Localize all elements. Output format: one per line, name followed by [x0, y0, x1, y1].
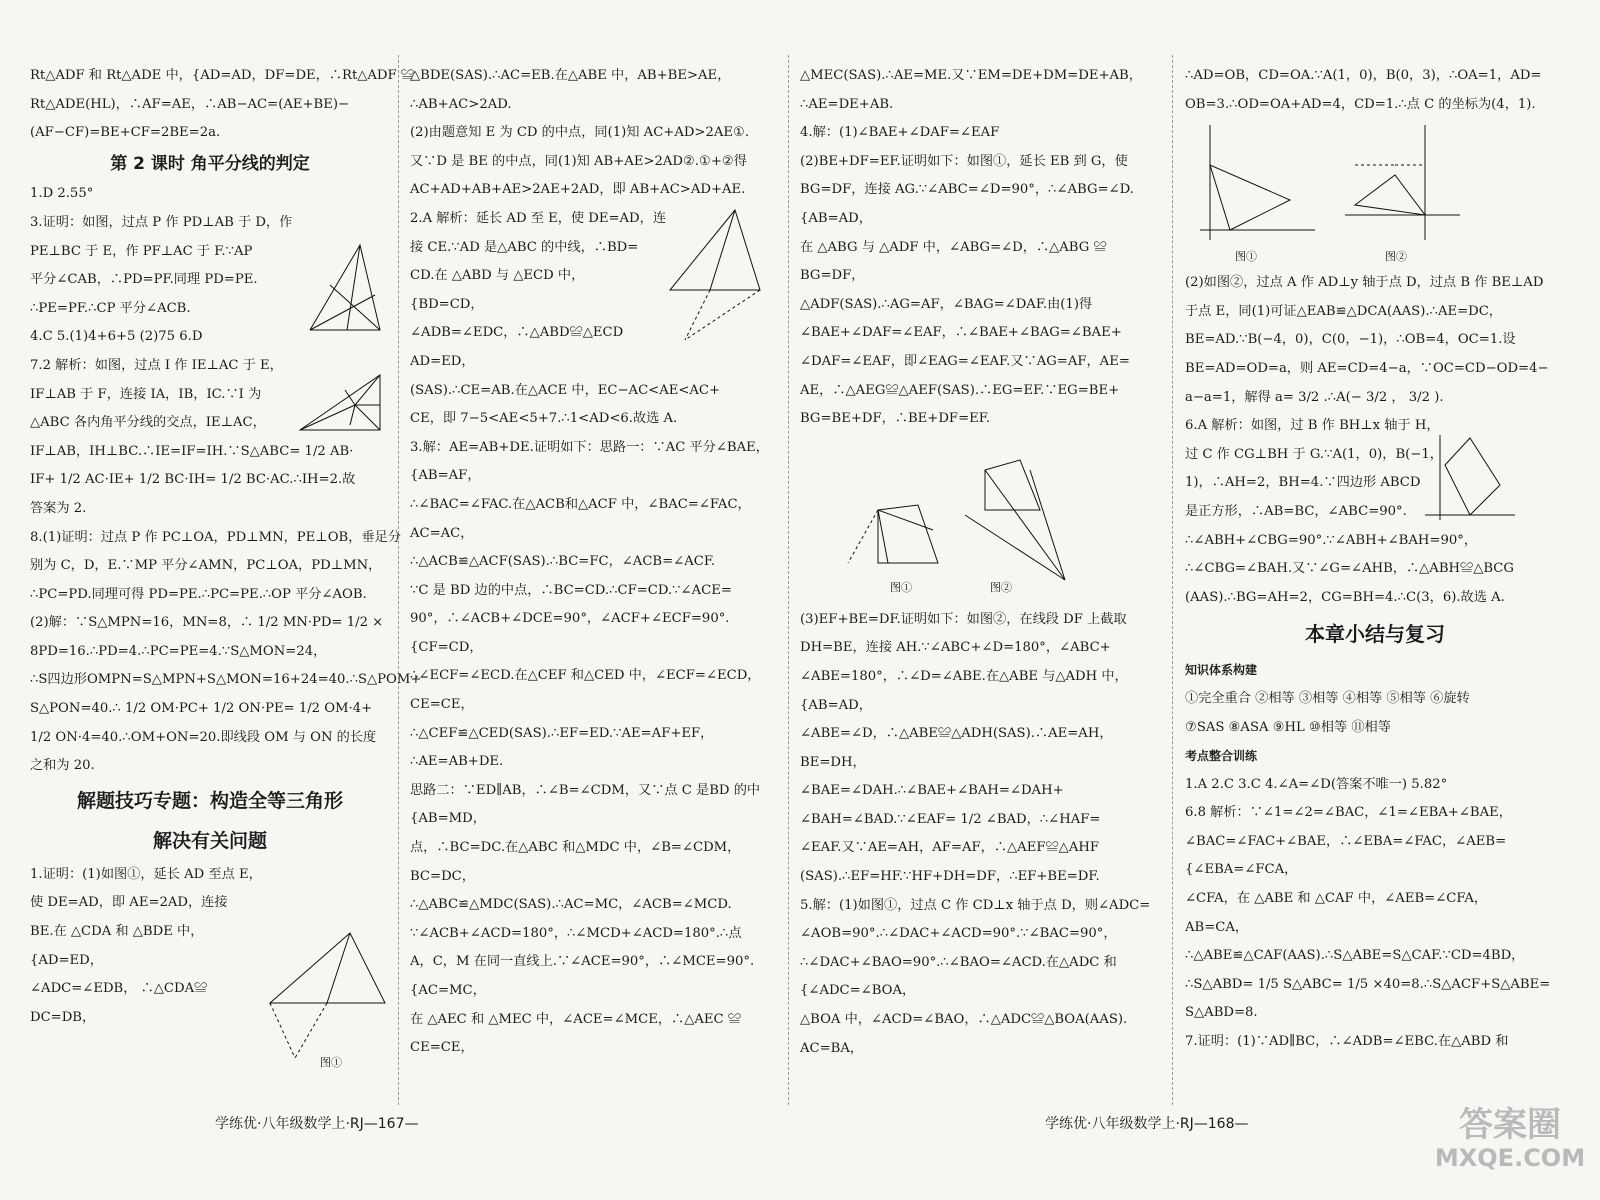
text-line: (2)解：∵S△MPN=16，MN=8，∴ 1/2 MN·PD= 1/2 ×	[30, 615, 384, 631]
text-line: 7.2 解析：如图，过点 I 作 IE⊥AC 于 E，	[30, 357, 283, 373]
text-line: 6.8 解析：∵∠1=∠2=∠BAC，∠1=∠EBA+∠BAE，	[1185, 805, 1512, 821]
text-line: (AAS).∴BG=AH=2，CG=BH=4.∴C(3，6).故选 A.	[1185, 589, 1505, 605]
text-line: OB=3.∴OD=OA+AD=4，CD=1.∴点 C 的坐标为(4，1).	[1185, 96, 1536, 112]
text-line: (SAS).∴EF=HF.∵HF+DH=DF，∴EF+BE=DF.	[800, 869, 1100, 885]
text-line: 答案为 2.	[30, 500, 87, 516]
text-line: ∠BAH=∠BAD.∵∠EAF= 1/2 ∠BAD，∴∠HAF=	[800, 811, 1101, 827]
text-line: ∵C 是 BD 边的中点，∴BC=CD.∴CF=CD.∵∠ACE=	[410, 582, 732, 598]
figure-incenter-triangle	[295, 370, 395, 440]
text-line: DH=BE，连接 AH.∵∠ABC+∠D=180°，∠ABC+	[800, 640, 1111, 656]
text-line: ∴PE=PF.∴CP 平分∠ACB.	[30, 300, 191, 316]
text-line: 1)，∴AH=2，BH=4.∵四边形 ABCD	[1185, 475, 1421, 491]
figure-label: 图②	[990, 581, 1012, 594]
text-line: ∠AOB=90°.∴∠DAC+∠ACD=90°.∵∠BAC=90°，	[800, 926, 1117, 942]
text-line: ∠BAE+∠DAF=∠EAF，∴∠BAE+∠BAG=∠BAE+	[800, 325, 1122, 341]
text-line: 4.C 5.(1)4+6+5 (2)75 6.D	[30, 329, 203, 345]
text-line: CE=CE，	[410, 1040, 474, 1056]
text-line: BE.在 △CDA 和 △BDE 中，	[30, 924, 204, 940]
text-line: ∴△ABE≌△CAF(AAS).∴S△ABE=S△CAF.∵CD=4BD，	[1185, 948, 1525, 964]
text-line: {∠EBA=∠FCA，	[1185, 862, 1298, 878]
text-line: ∴∠ECF=∠ECD.在△CEF 和△CED 中，∠ECF=∠ECD，	[410, 668, 761, 684]
text-line: ∴∠ABH+∠CBG=90°.∵∠ABH+∠BAH=90°，	[1185, 532, 1478, 548]
text-line: ∴AE=DE+AB.	[800, 96, 894, 112]
section-label: 知识体系构建	[1185, 663, 1258, 678]
text-line: AC=AC，	[410, 525, 474, 541]
text-line: BE=DH，	[800, 754, 866, 770]
text-line: Rt△ADE(HL)，∴AF=AE，∴AB−AC=(AE+BE)−	[30, 96, 350, 112]
column-divider	[788, 55, 789, 1105]
text-line: 又∵D 是 BE 的中点，同(1)知 AB+AE>2AD②.①+②得	[410, 153, 747, 169]
section-label: 考点整合训练	[1185, 749, 1258, 764]
text-line: BC=DC，	[410, 868, 475, 884]
text-line: S△PON=40.∴ 1/2 OM·PC+ 1/2 ON·PE= 1/2 OM·4+	[30, 701, 373, 717]
text-line: 之和为 20.	[30, 758, 95, 774]
text-line: 于点 E，同(1)可证△EAB≌△DCA(AAS).∴AE=DC，	[1185, 303, 1502, 319]
text-line: 思路二：∵ED∥AB，∴∠B=∠CDM，又∵点 C 是BD 的中	[410, 782, 761, 798]
text-line: ∠BAC=∠FAC+∠BAE，∴∠EBA=∠FAC，∠AEB=	[1185, 833, 1507, 849]
figure-squares-pair	[840, 455, 1085, 595]
text-line: AE，∴△AEG≌△AEF(SAS).∴EG=EF.∵EG=BE+	[800, 382, 1120, 398]
text-line: △BOA 中，∠ACD=∠BAO，∴△ADC≌△BOA(AAS).	[800, 1012, 1128, 1028]
text-line: {AB=AD，	[800, 697, 872, 713]
text-line: {AB=AF，	[410, 468, 481, 484]
figure-angle-bisector	[305, 240, 390, 340]
text-line: ∴∠CBG=∠BAH.又∵∠G=∠AHB，∴△ABH≌△BCG	[1185, 561, 1514, 577]
lesson-heading: 第 2 课时 角平分线的判定	[110, 153, 310, 174]
text-line: 1.D 2.55°	[30, 186, 94, 202]
watermark-text: 答案圈	[1459, 1105, 1561, 1145]
text-line: ∵∠ACB+∠ACD=180°，∴∠MCD+∠ACD=180°.∴点	[410, 925, 742, 941]
text-line: 在 △ABG 与 △ADF 中，∠ABG=∠D，∴△ABG ≌	[800, 239, 1107, 255]
watermark-url: MXQE.COM	[1434, 1144, 1586, 1172]
text-line: 接 CE.∵AD 是△ABC 的中线，∴BD=	[410, 239, 639, 255]
text-line: (2)由题意知 E 为 CD 的中点，同(1)知 AC+AD>2AE①.	[410, 125, 750, 141]
text-line: ∠DAF=∠EAF，即∠EAG=∠EAF.又∵AG=AF，AE=	[800, 353, 1130, 369]
text-line: ∠ABE=180°，∴∠D=∠ABE.在△ABE 与△ADH 中，	[800, 668, 1128, 684]
text-line: 6.A 解析：如图，过 B 作 BH⊥x 轴于 H，	[1185, 418, 1440, 434]
figure-median-triangle	[665, 205, 775, 345]
text-line: ∴S四边形OMPN=S△MPN+S△MON=16+24=40.∴S△POM+	[30, 672, 422, 688]
text-line: ∠EAF.又∵AE=AH，AF=AF，∴△AEF≌△AHF	[800, 840, 1099, 856]
text-line: △BDE(SAS).∴AC=EB.在△ABE 中，AB+BE>AE，	[410, 68, 731, 83]
text-line: 7.证明：(1)∵AD∥BC，∴∠ADB=∠EBC.在△ABD 和	[1185, 1034, 1509, 1050]
column-1	[30, 62, 422, 1032]
text-line: BE=AD.∵B(−4，0)，C(0，−1)，∴OB=4，OC=1.设	[1185, 332, 1516, 348]
text-line: ∴△ABC≌△MDC(SAS).∴AC=MC，∠ACB=∠MCD.	[410, 897, 732, 913]
text-line: (SAS).∴CE=AB.在△ACE 中，EC−AC<AE<AC+	[410, 382, 721, 398]
text-line: 5.解：(1)如图①，过点 C 作 CD⊥x 轴于点 D，则∠ADC=	[800, 897, 1151, 913]
text-line: IF⊥AB，IH⊥BC.∴IE=IF=IH.∵S△ABC= 1/2 AB·	[30, 443, 354, 459]
text-line: BE=AD=OD=a，则 AE=CD=4−a，∵OC=CD−OD=4−	[1185, 360, 1549, 376]
figure-median-extension	[265, 928, 405, 1068]
text-line: BG=DF，	[800, 268, 865, 284]
text-line: △ABC 各内角平分线的交点，IE⊥AC，	[30, 415, 266, 431]
text-line: A，C，M 在同一直线上.∵∠ACE=90°，∴∠MCE=90°.	[410, 954, 755, 970]
text-line: ∴AD=OB，CD=OA.∵A(1，0)，B(0，3)，∴OA=1，AD=	[1185, 68, 1542, 83]
figure-label: 图①	[320, 1056, 342, 1068]
text-line: 1.证明：(1)如图①，延长 AD 至点 E，	[30, 866, 262, 882]
text-line: ∠ABE=∠D，∴△ABE≌△ADH(SAS).∴AE=AH，	[800, 726, 1113, 742]
text-line: Rt△ADF 和 Rt△ADE 中，{AD=AD，DF=DE，∴Rt△ADF ≌	[30, 68, 415, 83]
text-line: 别为 C，D，E.∵MP 平分∠AMN，PC⊥OA，PD⊥MN，	[30, 558, 382, 574]
text-line: CD.在 △ABD 与 △ECD 中，	[410, 268, 585, 284]
text-line: S△ABD=8.	[1185, 1005, 1258, 1021]
text-line: {AB=AD，	[800, 210, 872, 226]
text-line: ∴PC=PD.同理可得 PD=PE.∴PC=PE.∴OP 平分∠AOB.	[30, 586, 367, 602]
text-line: {AD=ED，	[30, 952, 103, 968]
text-line: IF⊥AB 于 F，连接 IA，IB，IC.∵I 为	[30, 386, 262, 402]
text-line: ∴△ACB≌△ACF(SAS).∴BC=FC，∠ACB=∠ACF.	[410, 554, 716, 570]
text-line: ∴△CEF≌△CED(SAS).∴EF=ED.∵AE=AF+EF，	[410, 725, 714, 741]
figure-label: 图②	[1385, 250, 1407, 263]
text-line: IF+ 1/2 AC·IE+ 1/2 BC·IH= 1/2 BC·AC.∴IH=2.故	[30, 472, 356, 488]
text-line: 8PD=16.∴PD=4.∴PC=PE=4.∵S△MON=24，	[30, 643, 327, 659]
figure-coordinate-pair	[1180, 120, 1500, 265]
text-line: ∴AE=AB+DE.	[410, 754, 504, 770]
watermark-logo	[1430, 1105, 1590, 1171]
text-line: △MEC(SAS).∴AE=ME.又∵EM=DE+DM=DE+AB，	[800, 68, 1142, 83]
chapter-heading: 本章小结与复习	[1305, 622, 1445, 647]
text-line: {∠ADC=∠BOA，	[800, 983, 916, 999]
text-line: AC+AD+AB+AE>2AE+2AD，即 AB+AC>AD+AE.	[410, 182, 746, 198]
text-line: 在 △AEC 和 △MEC 中，∠ACE=∠MCE，∴△AEC ≌	[410, 1011, 742, 1027]
figure-label: 图①	[1235, 250, 1257, 263]
text-line: {AC=MC，	[410, 983, 486, 998]
text-line: {AB=MD，	[410, 811, 486, 827]
text-line: (2)如图②，过点 A 作 AD⊥y 轴于点 D，过点 B 作 BE⊥AD	[1185, 275, 1544, 291]
text-line: (2)BE+DF=EF.证明如下：如图①，延长 EB 到 G，使	[800, 153, 1128, 169]
text-line: 2.A 解析：延长 AD 至 E，使 DE=AD，连	[410, 210, 667, 226]
text-line: BG=BE+DF，∴BE+DF=EF.	[800, 411, 991, 427]
text-line: ∴∠DAC+∠BAO=90°.∴∠BAO=∠ACD.在△ADC 和	[800, 954, 1117, 970]
text-line: 点，∴BC=DC.在△ABC 和△MDC 中，∠B=∠CDM，	[410, 840, 741, 856]
text-line: ∠BAE=∠DAH.∴∠BAE+∠BAH=∠DAH+	[800, 783, 1064, 799]
topic-heading: 解决有关问题	[152, 829, 267, 852]
text-line: ∠CFA，在 △ABE 和 △CAF 中，∠AEB=∠CFA，	[1185, 891, 1488, 907]
text-line: a−a=1，解得 a= 3/2 .∴A(− 3/2 ， 3/2 ).	[1185, 389, 1444, 405]
text-line: △ADF(SAS).∴AG=AF，∠BAG=∠DAF.由(1)得	[800, 296, 1093, 312]
text-line: CE=CE，	[410, 697, 474, 713]
text-line: 4.解：(1)∠BAE+∠DAF=∠EAF	[800, 125, 1000, 141]
text-line: ∴AB+AC>2AD.	[410, 96, 512, 112]
text-line: {BD=CD，	[410, 296, 484, 312]
page-footer-left: 学练优·八年级数学上·RJ—167—	[215, 1116, 419, 1132]
text-line: ∴S△ABD= 1/5 S△ABC= 1/5 ×40=8.∴S△ACF+S△ABE=	[1185, 976, 1551, 992]
text-line: {CF=CD，	[410, 639, 483, 655]
topic-heading: 解题技巧专题：构造全等三角形	[76, 789, 343, 812]
figure-label: 图①	[890, 581, 912, 594]
text-line: 过 C 作 CG⊥BH 于 G.∵A(1，0)，B(−1，	[1185, 446, 1443, 462]
text-line: 是正方形，∴AB=BC，∠ABC=90°.	[1185, 503, 1407, 519]
text-line: PE⊥BC 于 E，作 PF⊥AC 于 F.∵AP	[30, 243, 253, 259]
text-line: AD=ED，	[410, 353, 475, 369]
text-line: AB=CA，	[1185, 919, 1249, 935]
text-line: DC=DB，	[30, 1009, 96, 1025]
text-line: 8.(1)证明：过点 P 作 PC⊥OA，PD⊥MN，PE⊥OB，垂足分	[30, 529, 401, 545]
figure-square-on-axes	[1420, 430, 1520, 525]
page-footer-right: 学练优·八年级数学上·RJ—168—	[1045, 1116, 1249, 1132]
text-line: BG=DF，连接 AG.∵∠ABC=∠D=90°，∴∠ABG=∠D.	[800, 182, 1134, 198]
text-line: (3)EF+BE=DF.证明如下：如图②，在线段 DF 上截取	[800, 611, 1127, 627]
text-line: ∴∠BAC=∠FAC.在△ACB和△ACF 中，∠BAC=∠FAC，	[410, 496, 751, 512]
column-divider	[1172, 55, 1173, 1105]
text-line: 使 DE=AD，即 AE=2AD，连接	[30, 895, 228, 911]
text-line: 90°，∴∠ACB+∠DCE=90°，∠ACF+∠ECF=90°.	[410, 611, 730, 627]
text-line: (AF−CF)=BE+CF=2BE=2a.	[30, 125, 221, 141]
text-line: 1/2 ON·4=40.∴OM+ON=20.即线段 OM 与 ON 的长度	[30, 729, 377, 745]
text-line: ⑦SAS ⑧ASA ⑨HL ⑩相等 ⑪相等	[1185, 719, 1391, 735]
text-line: CE，即 7−5<AE<5+7.∴1<AD<6.故选 A.	[410, 411, 678, 427]
text-line: ∠ADB=∠EDC，∴△ABD≌△ECD	[410, 325, 624, 341]
text-line: 平分∠CAB，∴PD=PF.同理 PD=PE.	[30, 272, 258, 288]
text-line: AC=BA，	[800, 1040, 864, 1056]
text-line: ∠ADC=∠EDB， ∴△CDA≌	[30, 981, 208, 997]
text-line: 1.A 2.C 3.C 4.∠A=∠D(答案不唯一) 5.82°	[1185, 776, 1448, 792]
text-line: 3.证明：如图，过点 P 作 PD⊥AB 于 D，作	[30, 214, 293, 230]
text-line: 3.解：AE=AB+DE.证明如下：思路一：∵AC 平分∠BAE，	[410, 439, 769, 455]
text-line: ①完全重合 ②相等 ③相等 ④相等 ⑤相等 ⑥旋转	[1185, 690, 1470, 706]
